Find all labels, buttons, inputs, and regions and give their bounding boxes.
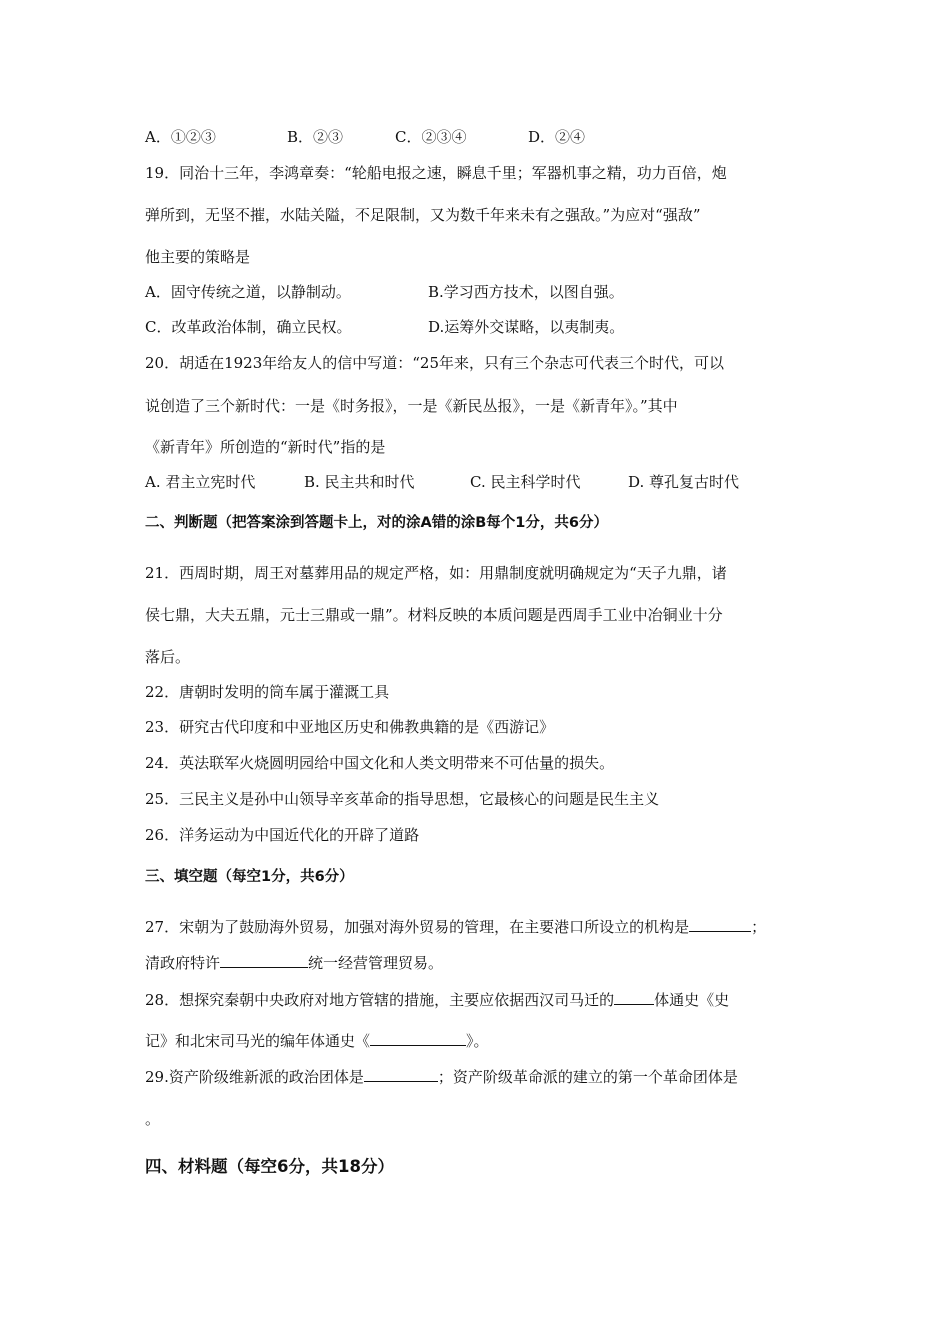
q20-options [145, 472, 815, 492]
q20-line-1: 20．胡适在1923年给友人的信中写道：“25年来，只有三个杂志可代表三个时代，可以 [145, 354, 725, 372]
q29-text-2: ；资产阶级革命派的建立的第一个革命团体是 [437, 1068, 738, 1086]
q29-text-3: 。 [145, 1110, 161, 1128]
q19-line-3: 他主要的策略是 [145, 248, 251, 266]
q21-line-1: 21．西周时期，周王对墓葬用品的规定严格，如：用鼎制度就明确规定为“天子九鼎，诸 [145, 564, 727, 582]
q26: 26．洋务运动为中国近代化的开辟了道路 [145, 826, 420, 844]
q24: 24．英法联军火烧圆明园给中国文化和人类文明带来不可估量的损失。 [145, 754, 615, 772]
q18-option-b: B．②③ [287, 128, 344, 146]
q27-text-1: 27．宋朝为了鼓励海外贸易，加强对海外贸易的管理，在主要港口所设立的机构是 [145, 918, 690, 936]
q21-line-2: 侯七鼎，大夫五鼎，元士三鼎或一鼎”。材料反映的本质问题是西周手工业中冶铜业十分 [145, 606, 723, 624]
q19-option-a: A．固守传统之道，以静制动。 [145, 283, 351, 301]
q20-option-b: B. 民主共和时代 [304, 473, 415, 491]
q27-text-2: 清政府特许 [145, 954, 221, 972]
q28-line-2 [145, 1031, 815, 1051]
q20-option-d: D. 尊孔复古时代 [628, 473, 740, 491]
q18-options [145, 127, 815, 147]
q27-separator: ； [751, 918, 767, 936]
q20-line-3: 《新青年》所创造的“新时代”指的是 [145, 438, 386, 456]
section-3-title: 三、填空题（每空1分，共6分） [145, 869, 354, 885]
q20-option-c: C. 民主科学时代 [470, 473, 581, 491]
q20-option-a: A. 君主立宪时代 [145, 473, 256, 491]
q27-line-2 [145, 953, 815, 973]
q18-option-c: C．②③④ [395, 128, 467, 146]
q23: 23．研究古代印度和中亚地区历史和佛教典籍的是《西游记》 [145, 718, 555, 736]
q19-line-1: 19．同治十三年，李鸿章奏：“轮船电报之速，瞬息千里；军器机事之精，功力百倍，炮 [145, 164, 727, 182]
section-2-title: 二、判断题（把答案涂到答题卡上，对的涂A错的涂B每个1分，共6分） [145, 515, 608, 531]
q27-blank-1[interactable] [689, 917, 751, 932]
q27-line-1 [145, 917, 815, 937]
q27-blank-2[interactable] [220, 953, 308, 968]
q28-line-1 [145, 990, 815, 1010]
q27-text-3: 统一经营管理贸易。 [308, 954, 444, 972]
q28-blank-2[interactable] [370, 1031, 466, 1046]
q29-line-2 [145, 1109, 815, 1129]
q19-option-b: B.学习西方技术，以图自强。 [428, 283, 624, 301]
section-4-title: 四、材料题（每空6分，共18分） [145, 1157, 394, 1176]
q18-option-d: D．②④ [528, 128, 586, 146]
q28-text-3: 记》和北宋司马光的编年体通史《 [145, 1032, 371, 1050]
q19-options-cd [145, 317, 815, 337]
q25: 25．三民主义是孙中山领导辛亥革命的指导思想，它最核心的问题是民生主义 [145, 790, 660, 808]
q19-line-2: 弹所到，无坚不摧，水陆关隘，不足限制，又为数千年来未有之强敌。”为应对“强敌” [145, 206, 701, 224]
q29-text-1: 29.资产阶级维新派的政治团体是 [145, 1068, 364, 1086]
q20-line-2: 说创造了三个新时代：一是《时务报》，一是《新民丛报》，一是《新青年》。”其中 [145, 397, 678, 415]
q28-blank-1[interactable] [614, 990, 654, 1005]
q21-line-3: 落后。 [145, 648, 191, 666]
q29-line-1 [145, 1067, 815, 1087]
q19-options-ab [145, 282, 815, 302]
q28-text-4: 》。 [466, 1032, 489, 1050]
q29-blank-1[interactable] [364, 1067, 438, 1082]
q28-text-2: 体通史《史 [654, 991, 730, 1009]
q28-text-1: 28．想探究秦朝中央政府对地方管辖的措施，主要应依据西汉司马迁的 [145, 991, 615, 1009]
q18-option-a: A．①②③ [145, 128, 216, 146]
q19-option-c: C．改革政治体制，确立民权。 [145, 318, 352, 336]
q19-option-d: D.运筹外交谋略，以夷制夷。 [428, 318, 625, 336]
q22: 22．唐朝时发明的筒车属于灌溉工具 [145, 683, 390, 701]
